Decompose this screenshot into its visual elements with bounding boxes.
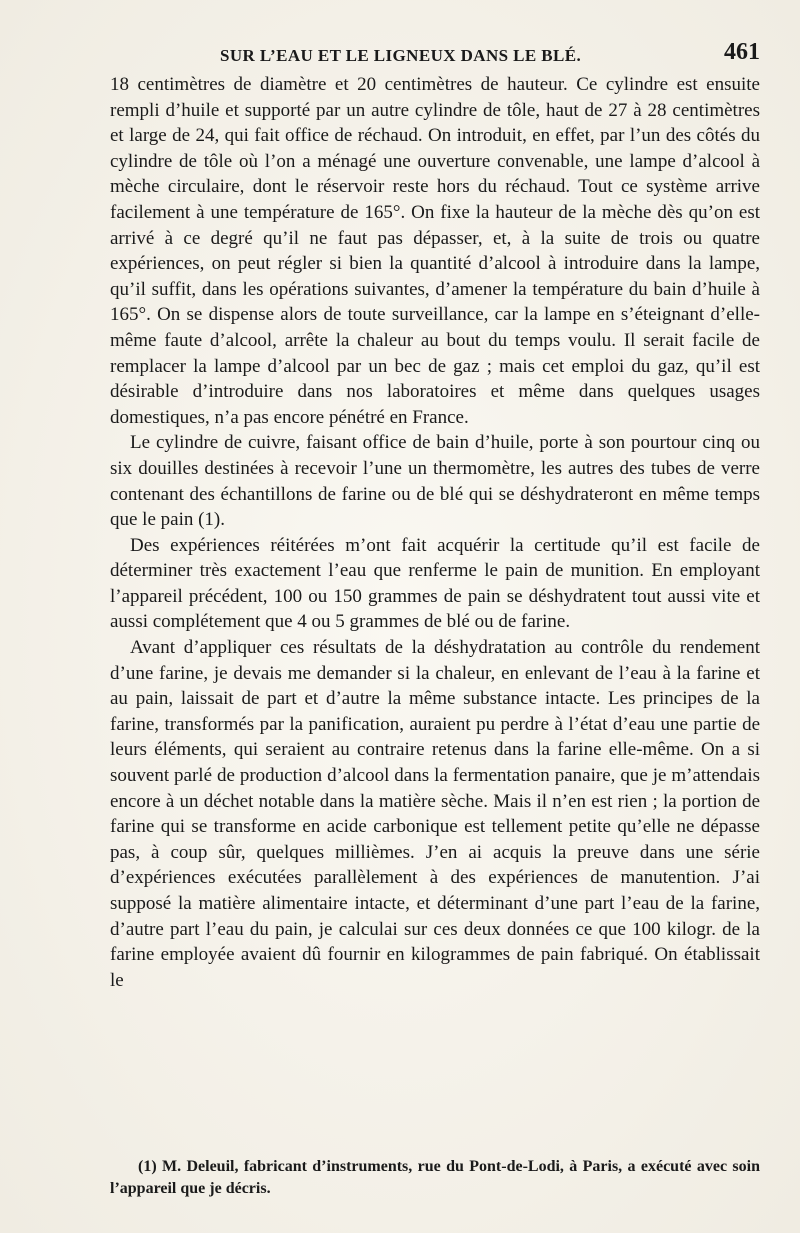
body-text [110,72,760,993]
page-header [110,30,760,66]
paragraph: Des expériences réitérées m’ont fait acquérir la certitude qu’il est facile de déterminer très exactement l’eau que renferme le pain de munition. En employant l’appareil précédent, 100 ou 150 grammes de pain se déshydratent tout aussi vite et aussi complétement que 4 ou 5 grammes de blé ou de farine. [110,534,760,633]
footnote [110,1156,760,1200]
paragraph: Avant d’appliquer ces résultats de la déshydratation au contrôle du rendement d’une farine, je devais me demander si la chaleur, en enlevant de l’eau à la farine et au pain, laissait de part et d’autre la même substance intacte. Les principes de la farine, transformés par la panification, auraient pu perdre à l’état d’eau une partie de leurs éléments, qui seraient au contraire retenus dans la farine elle-même. On a si souvent parlé de production d’alcool dans la fermentation panaire, que je m’attendais encore à un déchet notable dans la matière sèche. Mais il n’en est rien ; la portion de farine qui se transforme en acide carbonique est tellement petite qu’elle ne dépasse pas, à coup sûr, quelques millièmes. J’en ai acquis la preuve dans une série d’expériences exécutées parallèlement à des expériences de manutention. J’ai supposé la matière alimentaire intacte, et déterminant d’une part l’eau de la farine, d’autre part l’eau du pain, je calculai sur ces deux données ce que 100 kilogr. de la farine employée avaient dû fournir en kilogrammes de pain fabriqué. On établissait le [110,637,760,991]
paragraph-continued: 18 centimètres de diamètre et 20 centimètres de hauteur. Ce cylindre est ensuite rempli d’huile et supporté par un autre cylindre de tôle, haut de 27 à 28 centimètres et large de 24, qui fait office de réchaud. On introduit, en effet, par l’un des côtés du cylindre de tôle où l’on a ménagé une ouverture convenable, une lampe d’alcool à mèche circulaire, dont le réservoir reste hors du réchaud. Tout ce système arrive facilement à une température de 165°. On fixe la hauteur de la mèche dès qu’on est arrivé à ce degré qu’il ne faut pas dépasser, et, à la suite de trois ou quatre expériences, on peut régler si bien la quantité d’alcool à introduire dans la lampe, qu’il suffit, dans les opérations suivantes, d’amener la température du bain d’huile à 165°. On se dispense alors de toute surveillance, car la lampe en s’éteignant d’elle-même faute d’alcool, arrête la chaleur au bout du temps voulu. Il serait facile de remplacer la lampe d’alcool par un bec de gaz ; mais cet emploi du gaz, qu’il est désirable d’introduire dans nos laboratoires et même dans quelques usages domestiques, n’a pas encore pénétré en France. [110,74,760,428]
page-number: 461 [724,39,760,65]
running-head: SUR L’EAU ET LE LIGNEUX DANS LE BLÉ. [220,46,582,65]
paragraph: Le cylindre de cuivre, faisant office de bain d’huile, porte à son pourtour cinq ou six douilles destinées à recevoir l’une un thermomètre, les autres des tubes de verre contenant des échantillons de farine ou de blé qui se déshydrateront en même temps que le pain (1). [110,432,760,531]
footnote-text: (1) M. Deleuil, fabricant d’instruments, rue du Pont-de-Lodi, à Paris, a exécuté avec soin l’appareil que je décris. [110,1158,760,1197]
